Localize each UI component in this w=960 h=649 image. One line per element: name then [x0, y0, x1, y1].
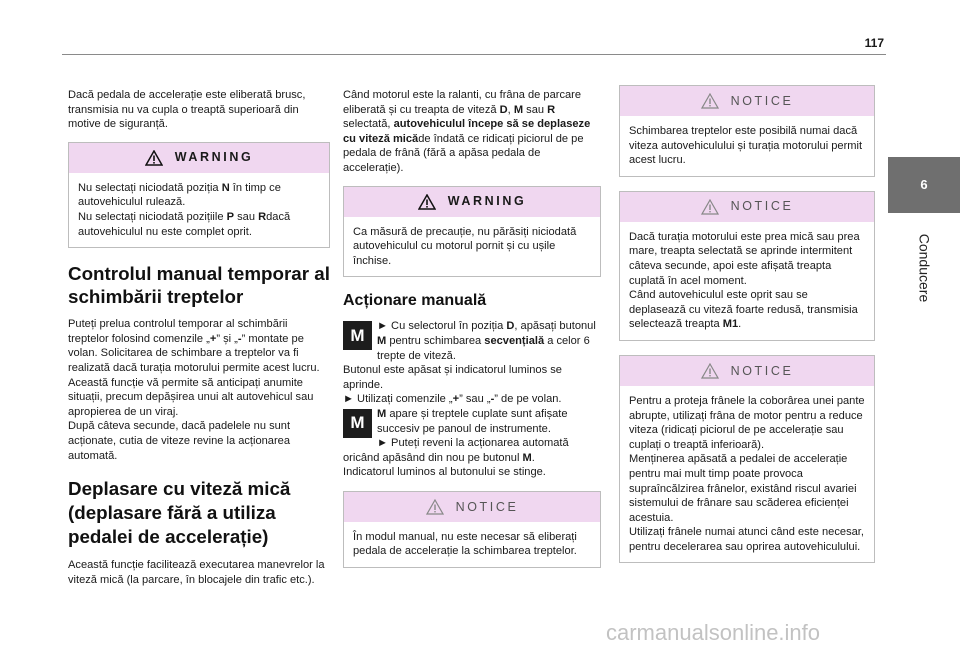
- notice-triangle-icon: [426, 499, 444, 515]
- section-heading: Acționare manuală: [343, 292, 487, 310]
- manual-steps: M ► Cu selectorul în poziția D, apăsați butonul M pentru schimbarea secvențială a celor 6 trepte de viteză. Butonul este apăsat și indicatorul luminos se aprinde. ► Utilizați comenzile „+” sau „-” de pe volan. M M apare și treptele cuplate sunt afișate succesiv pe panoul de instrumente. ► Puteți reveni la acționarea automată oricând apăsând din nou pe butonul M. Indicatorul luminos al butonului se stinge.: [343, 320, 596, 479]
- paragraph: Această funcție vă permite să anticipați anumite situații, precum depășirea unui alt autovehicul sau apropierea de un viraj.: [68, 376, 314, 418]
- notice-body: Pentru a proteja frânele la coborârea unei pante abrupte, utilizați frâna de motor pentru a reduce viteza (ridicați piciorul de pe accelerație sau cuplați o treaptă inferioară). Menținerea apăsată a pedalei de accelerație pentru mai mult timp poate provoca supraîncălzirea frânelor, existând riscul avariei sistemului de frânare sau scăderea eficienței acestuia. Utilizați frânele numai atunci când este necesar, pentru decelerarea sau oprirea autovehiculului.: [629, 394, 865, 553]
- notice-triangle-icon: [701, 199, 719, 215]
- warning-header: WARNING: [69, 143, 329, 173]
- notice-body: Schimbarea treptelor este posibilă numai dacă viteza autovehiculului și turația motorului permit acest lucru.: [629, 125, 863, 167]
- warning-triangle-icon: [418, 194, 436, 210]
- notice-box: [619, 85, 875, 177]
- notice-body: Dacă turația motorului este prea mică sau prea mare, treapta selectată se aprinde intermitent câteva secunde, apoi este afișată treapta cuplată în acel moment. Când autovehiculul este oprit sau se deplasează cu viteză foarte redusă, transmisia selectează treapta M1.: [629, 230, 860, 331]
- column-1: [68, 88, 330, 597]
- paragraph: Dacă pedala de accelerație este eliberată brusc, transmisia nu va cupla o treaptă superioară din motive de siguranță.: [68, 89, 306, 131]
- header-rule: [62, 54, 886, 55]
- instrument-panel-m-icon: M: [343, 409, 372, 438]
- notice-box: [619, 355, 875, 564]
- notice-header: NOTICE: [620, 356, 874, 386]
- notice-header: NOTICE: [620, 192, 874, 222]
- warning-body: Ca măsură de precauție, nu părăsiți niciodată autovehiculul cu motorul pornit și cu ușile închise.: [353, 225, 577, 267]
- section-heading: Controlul manual temporar al schimbării treptelor: [68, 263, 330, 308]
- m-button-icon: M: [343, 321, 372, 350]
- column-2: [343, 88, 601, 582]
- watermark: carmanualsonline.info: [606, 620, 821, 645]
- notice-header: NOTICE: [344, 492, 600, 522]
- chapter-label: Conducere: [916, 233, 932, 303]
- warning-box: [343, 186, 601, 278]
- warning-header: WARNING: [344, 187, 600, 217]
- paragraph: Puteți prelua controlul temporar al schimbării treptelor folosind comenzile „+” și „-” montate pe volan. Solicitarea de schimbare a treptelor va fi realizată dacă turația motorului permite acest lucru.: [68, 318, 320, 374]
- notice-triangle-icon: [701, 93, 719, 109]
- warning-box: [68, 142, 330, 248]
- page-number: 117: [864, 36, 884, 50]
- notice-box: [343, 491, 601, 568]
- chapter-tab[interactable]: 6: [888, 157, 960, 213]
- column-3: [619, 85, 875, 577]
- warning-body: Nu selectați niciodată poziția N în timp ce autovehiculul rulează. Nu selectați niciodată pozițiile P sau Rdacă autovehiculul nu este complet oprit.: [78, 181, 291, 238]
- section-heading: Deplasare cu viteză mică (deplasare fără a utiliza pedalei de accelerație): [68, 478, 291, 548]
- paragraph: După câteva secunde, dacă padelele nu sunt acționate, cutia de viteze revine la acționarea automată.: [68, 420, 291, 462]
- notice-body: În modul manual, nu este necesar să eliberați pedala de accelerație la schimbarea treptelor.: [353, 530, 577, 558]
- notice-header: NOTICE: [620, 86, 874, 116]
- notice-box: [619, 191, 875, 341]
- warning-triangle-icon: [145, 150, 163, 166]
- paragraph: Când motorul este la ralanti, cu frâna de parcare eliberată și cu treapta de viteză D, M sau R selectată, autovehiculul începe să se deplaseze cu viteză micăde îndată ce ridicați piciorul de pe pedala de frână (fără a apăsa pedala de accelerație).: [343, 89, 591, 174]
- notice-triangle-icon: [701, 363, 719, 379]
- paragraph: Această funcție facilitează executarea manevrelor la viteză mică (la parcare, în blocajele din trafic etc.).: [68, 559, 325, 586]
